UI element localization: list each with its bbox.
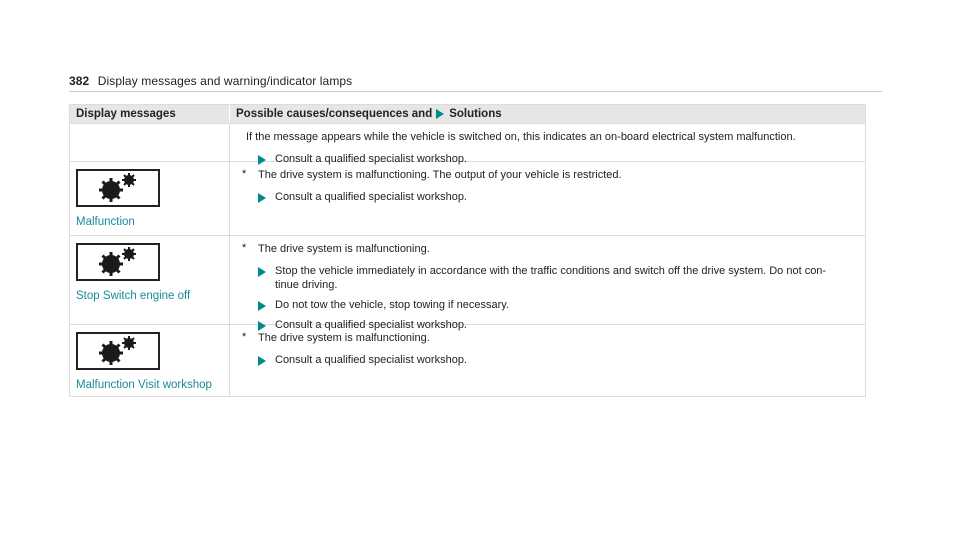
cause-text: The drive system is malfunctioning. bbox=[258, 332, 430, 344]
cause-cell bbox=[230, 236, 865, 331]
table-row bbox=[70, 123, 865, 165]
solution-text: Consult a qualified specialist workshop. bbox=[275, 191, 467, 203]
cause-cell bbox=[230, 325, 865, 396]
header-rule bbox=[69, 91, 882, 92]
message-cell bbox=[70, 162, 230, 235]
display-message: Stop Switch engine off bbox=[76, 290, 191, 302]
solution-text: Consult a qualified specialist workshop. bbox=[275, 354, 467, 366]
arrow-right-icon bbox=[258, 267, 266, 277]
cause-text: The drive system is malfunctioning. The output of your vehicle is restricted. bbox=[258, 169, 622, 181]
arrow-right-icon bbox=[436, 109, 444, 119]
arrow-right-icon bbox=[258, 356, 266, 366]
display-message: Malfunction Visit workshop bbox=[76, 379, 212, 391]
footnote-star: * bbox=[242, 168, 247, 180]
table-row bbox=[70, 235, 865, 331]
arrow-right-icon bbox=[258, 301, 266, 311]
page-title: Display messages and warning/indicator lamps bbox=[97, 74, 353, 88]
messages-table bbox=[69, 104, 866, 397]
page-number: 382 bbox=[69, 74, 90, 88]
footnote-star: * bbox=[242, 331, 247, 343]
gears-warning-icon bbox=[76, 332, 160, 370]
footnote-star: * bbox=[242, 242, 247, 254]
message-cell bbox=[70, 325, 230, 396]
solution-step bbox=[258, 298, 865, 312]
message-cell bbox=[70, 236, 230, 324]
cause-cell bbox=[230, 162, 865, 235]
solution-text: Do not tow the vehicle, stop towing if necessary. bbox=[275, 299, 509, 311]
message-cell bbox=[70, 124, 230, 161]
arrow-right-icon bbox=[258, 193, 266, 203]
col-header-solutions-label: Solutions bbox=[449, 108, 502, 120]
table-header bbox=[70, 105, 865, 123]
col-header-causes-label: Possible causes/consequences and bbox=[236, 108, 433, 120]
solution-step bbox=[258, 264, 865, 292]
page-header bbox=[69, 74, 352, 88]
col-header-causes bbox=[230, 105, 865, 123]
solution-text: Consult a qualified specialist workshop. bbox=[275, 319, 467, 331]
table-row bbox=[70, 161, 865, 235]
solution-text: Stop the vehicle immediately in accordance with the traffic conditions and switch off the drive system. Do not con- tinue driving. bbox=[275, 265, 827, 291]
gears-warning-icon bbox=[76, 169, 160, 207]
gears-warning-icon bbox=[76, 243, 160, 281]
solution-step bbox=[258, 353, 865, 367]
solution-text: Consult a qualified specialist workshop. bbox=[275, 153, 467, 165]
col-header-messages: Display messages bbox=[70, 105, 230, 123]
solution-step bbox=[258, 190, 865, 204]
cause-text: The drive system is malfunctioning. bbox=[258, 243, 430, 255]
cause-text: If the message appears while the vehicle is switched on, this indicates an on-board electrical system malfunction. bbox=[246, 131, 796, 143]
display-message: Malfunction bbox=[76, 216, 135, 228]
table-row bbox=[70, 324, 865, 396]
cause-cell bbox=[230, 124, 865, 165]
